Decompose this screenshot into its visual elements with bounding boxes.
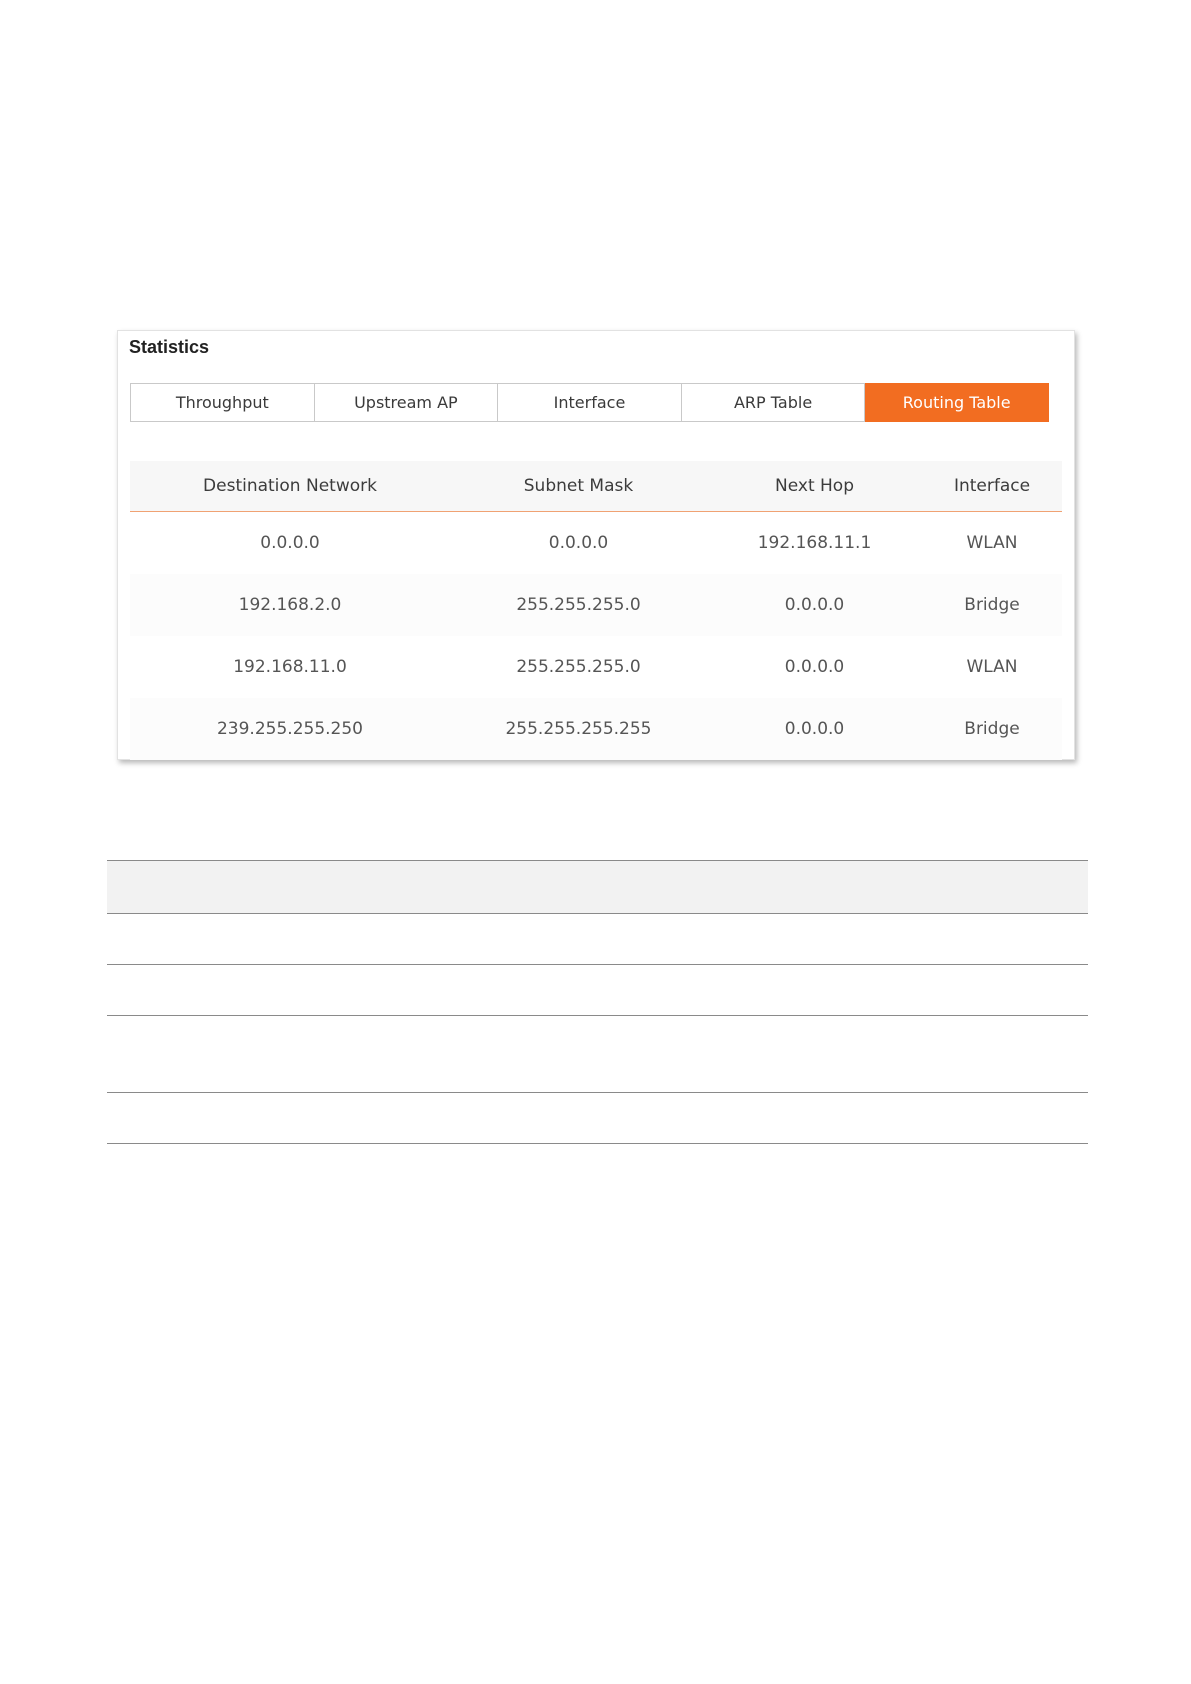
routing-table bbox=[130, 461, 1062, 760]
table-row bbox=[130, 512, 1062, 574]
statistics-tabs bbox=[130, 383, 1049, 422]
document-table-row bbox=[107, 1016, 1088, 1093]
cell-mask: 255.255.255.255 bbox=[505, 719, 652, 739]
header-subnet-mask: Subnet Mask bbox=[523, 476, 634, 496]
cell-next-hop: 192.168.11.1 bbox=[757, 533, 872, 553]
cell-interface: WLAN bbox=[966, 657, 1018, 677]
document-table-row bbox=[107, 1093, 1088, 1144]
cell-interface: Bridge bbox=[964, 719, 1020, 739]
tab-throughput[interactable]: Throughput bbox=[130, 383, 315, 422]
document-table-row bbox=[107, 914, 1088, 965]
cell-destination: 192.168.2.0 bbox=[238, 595, 342, 615]
cell-interface: Bridge bbox=[964, 595, 1020, 615]
header-destination-network: Destination Network bbox=[203, 476, 377, 496]
panel-title: Statistics bbox=[129, 337, 210, 357]
cell-destination: 192.168.11.0 bbox=[233, 657, 347, 677]
cell-mask: 255.255.255.0 bbox=[516, 595, 641, 615]
header-next-hop: Next Hop bbox=[775, 476, 854, 496]
tab-arp-table[interactable]: ARP Table bbox=[682, 383, 866, 422]
document-parameter-table bbox=[107, 860, 1088, 1144]
cell-next-hop: 0.0.0.0 bbox=[784, 657, 845, 677]
cell-next-hop: 0.0.0.0 bbox=[784, 719, 845, 739]
table-row bbox=[130, 574, 1062, 636]
tab-routing-table[interactable]: Routing Table bbox=[865, 383, 1049, 422]
table-header bbox=[130, 461, 1062, 512]
tab-interface[interactable]: Interface bbox=[498, 383, 682, 422]
cell-interface: WLAN bbox=[966, 533, 1018, 553]
table-row bbox=[130, 698, 1062, 760]
header-interface: Interface bbox=[953, 476, 1031, 496]
document-table-row bbox=[107, 965, 1088, 1016]
cell-mask: 255.255.255.0 bbox=[516, 657, 641, 677]
cell-mask: 0.0.0.0 bbox=[548, 533, 609, 553]
table-row bbox=[130, 636, 1062, 698]
tab-upstream-ap[interactable]: Upstream AP bbox=[315, 383, 499, 422]
document-table-header bbox=[107, 860, 1088, 914]
statistics-panel bbox=[117, 330, 1075, 760]
cell-destination: 239.255.255.250 bbox=[216, 719, 363, 739]
cell-next-hop: 0.0.0.0 bbox=[784, 595, 845, 615]
cell-destination: 0.0.0.0 bbox=[260, 533, 320, 553]
